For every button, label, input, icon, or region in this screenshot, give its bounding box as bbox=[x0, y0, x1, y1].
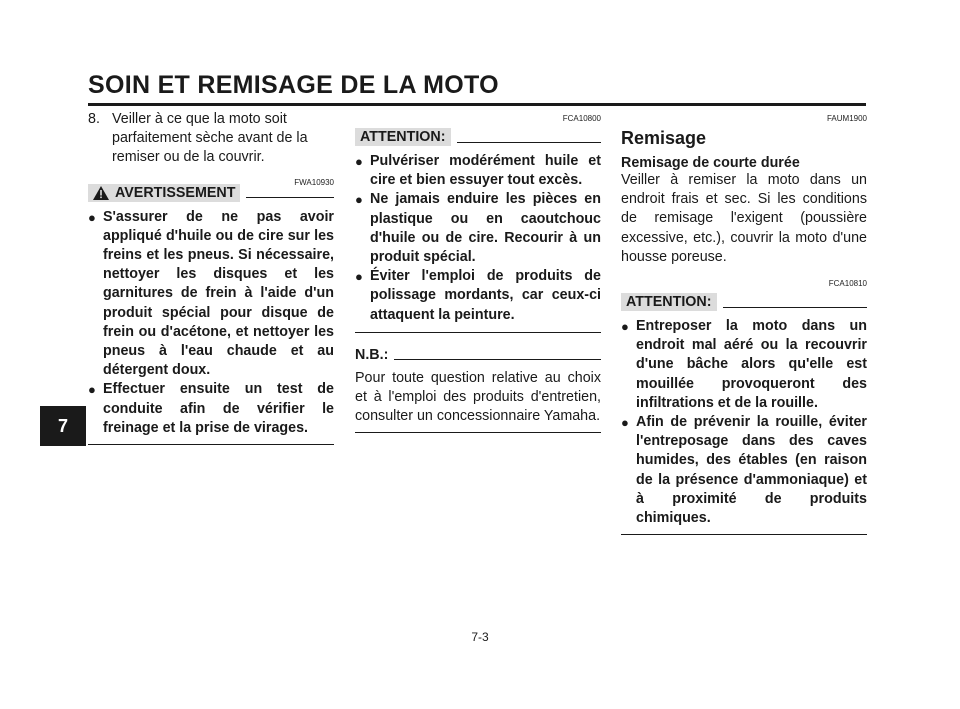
page-title: SOIN ET REMISAGE DE LA MOTO bbox=[88, 71, 499, 99]
note-label: N.B.: bbox=[355, 346, 389, 363]
warning-label-box bbox=[88, 184, 240, 202]
caution-item-text: Pulvériser modérément huile et cire et bien essuyer tout excès. bbox=[370, 153, 601, 189]
caution-banner bbox=[355, 128, 601, 146]
bullet-icon: ● bbox=[88, 382, 96, 398]
caution-label: ATTENTION: bbox=[621, 293, 717, 311]
list-item bbox=[621, 413, 867, 528]
warning-triangle-icon bbox=[93, 186, 109, 200]
warning-list bbox=[88, 208, 334, 438]
caution-list bbox=[355, 152, 601, 325]
caution-item-text: Afin de prévenir la rouille, éviter l'entreposage dans des caves humides, des étables (en raison de la présence d'ammoniaque) et à proximité de produits chimiques. bbox=[636, 414, 867, 527]
column-1 bbox=[88, 110, 334, 445]
bullet-icon: ● bbox=[88, 209, 96, 225]
page-number: 7-3 bbox=[471, 630, 489, 644]
section-end-rule bbox=[355, 432, 601, 433]
list-item bbox=[355, 152, 601, 190]
banner-line bbox=[457, 142, 601, 143]
caution-label: ATTENTION: bbox=[355, 128, 451, 146]
caution-banner bbox=[621, 293, 867, 311]
chapter-tab: 7 bbox=[40, 406, 86, 446]
step-number: 8. bbox=[88, 111, 100, 127]
section-end-rule bbox=[355, 332, 601, 333]
note-text: Pour toute question relative au choix et à l'emploi des produits d'entretien, consulter un concessionnaire Yamaha. bbox=[355, 369, 601, 425]
bullet-icon: ● bbox=[621, 415, 629, 431]
section-end-rule bbox=[88, 444, 334, 445]
section-code: FAUM1900 bbox=[826, 114, 867, 123]
note-banner bbox=[355, 347, 601, 363]
list-item bbox=[355, 190, 601, 267]
column-3 bbox=[621, 110, 867, 535]
warning-item-text: S'assurer de ne pas avoir appliqué d'huile ou de cire sur les freins et les pneus. Si nécessaire, nettoyer les disques et les garnitures de frein à l'aide d'un produit spécial pour disque de frein ou d'acétone, et nettoyer les pneus à l'eau chaude et au détergent doux. bbox=[103, 208, 334, 379]
step-text: Veiller à ce que la moto soit parfaitement sèche avant de la remiser ou de la couvrir. bbox=[112, 111, 308, 166]
step-8 bbox=[88, 110, 334, 168]
bullet-icon: ● bbox=[355, 269, 363, 285]
section-end-rule bbox=[621, 534, 867, 535]
list-item bbox=[355, 267, 601, 325]
banner-line bbox=[246, 197, 334, 198]
caution-item-text: Entreposer la moto dans un endroit mal aéré ou la recouvrir d'une bâche alors qu'elle est mouillée provoqueront des infiltrations et de la rouille. bbox=[636, 318, 867, 411]
banner-line bbox=[723, 307, 867, 308]
list-item bbox=[88, 208, 334, 381]
list-item bbox=[621, 317, 867, 413]
bullet-icon: ● bbox=[355, 154, 363, 169]
banner-line bbox=[394, 359, 601, 360]
column-2 bbox=[355, 110, 601, 433]
warning-code: FWA10930 bbox=[294, 177, 334, 187]
caution-list bbox=[621, 317, 867, 528]
caution-item-text: Ne jamais enduire les pièces en plastique ou en caoutchouc d'huile ou de cire. Recourir à un produit spécial. bbox=[370, 191, 601, 266]
subsection-text: Veiller à remiser la moto dans un endroit frais et sec. Si les conditions de remisage l'exigent (poussière excessive, etc.), couvrir la moto d'une housse poreuse. bbox=[621, 172, 867, 265]
bullet-icon: ● bbox=[621, 319, 629, 335]
caution-code: FCA10810 bbox=[828, 279, 867, 289]
subsection-heading: Remisage de courte durée bbox=[621, 155, 800, 171]
warning-label: AVERTISSEMENT bbox=[115, 184, 236, 201]
section-heading: Remisage bbox=[621, 128, 707, 148]
warning-item-text: Effectuer ensuite un test de conduite afin de vérifier le freinage et la prise de virages. bbox=[103, 381, 334, 436]
caution-item-text: Éviter l'emploi de produits de polissage mordants, car ceux-ci attaquent la peinture. bbox=[370, 268, 601, 323]
header-rule bbox=[88, 103, 866, 106]
bullet-icon: ● bbox=[355, 192, 363, 208]
caution-code: FCA10800 bbox=[562, 114, 601, 123]
list-item bbox=[88, 380, 334, 438]
